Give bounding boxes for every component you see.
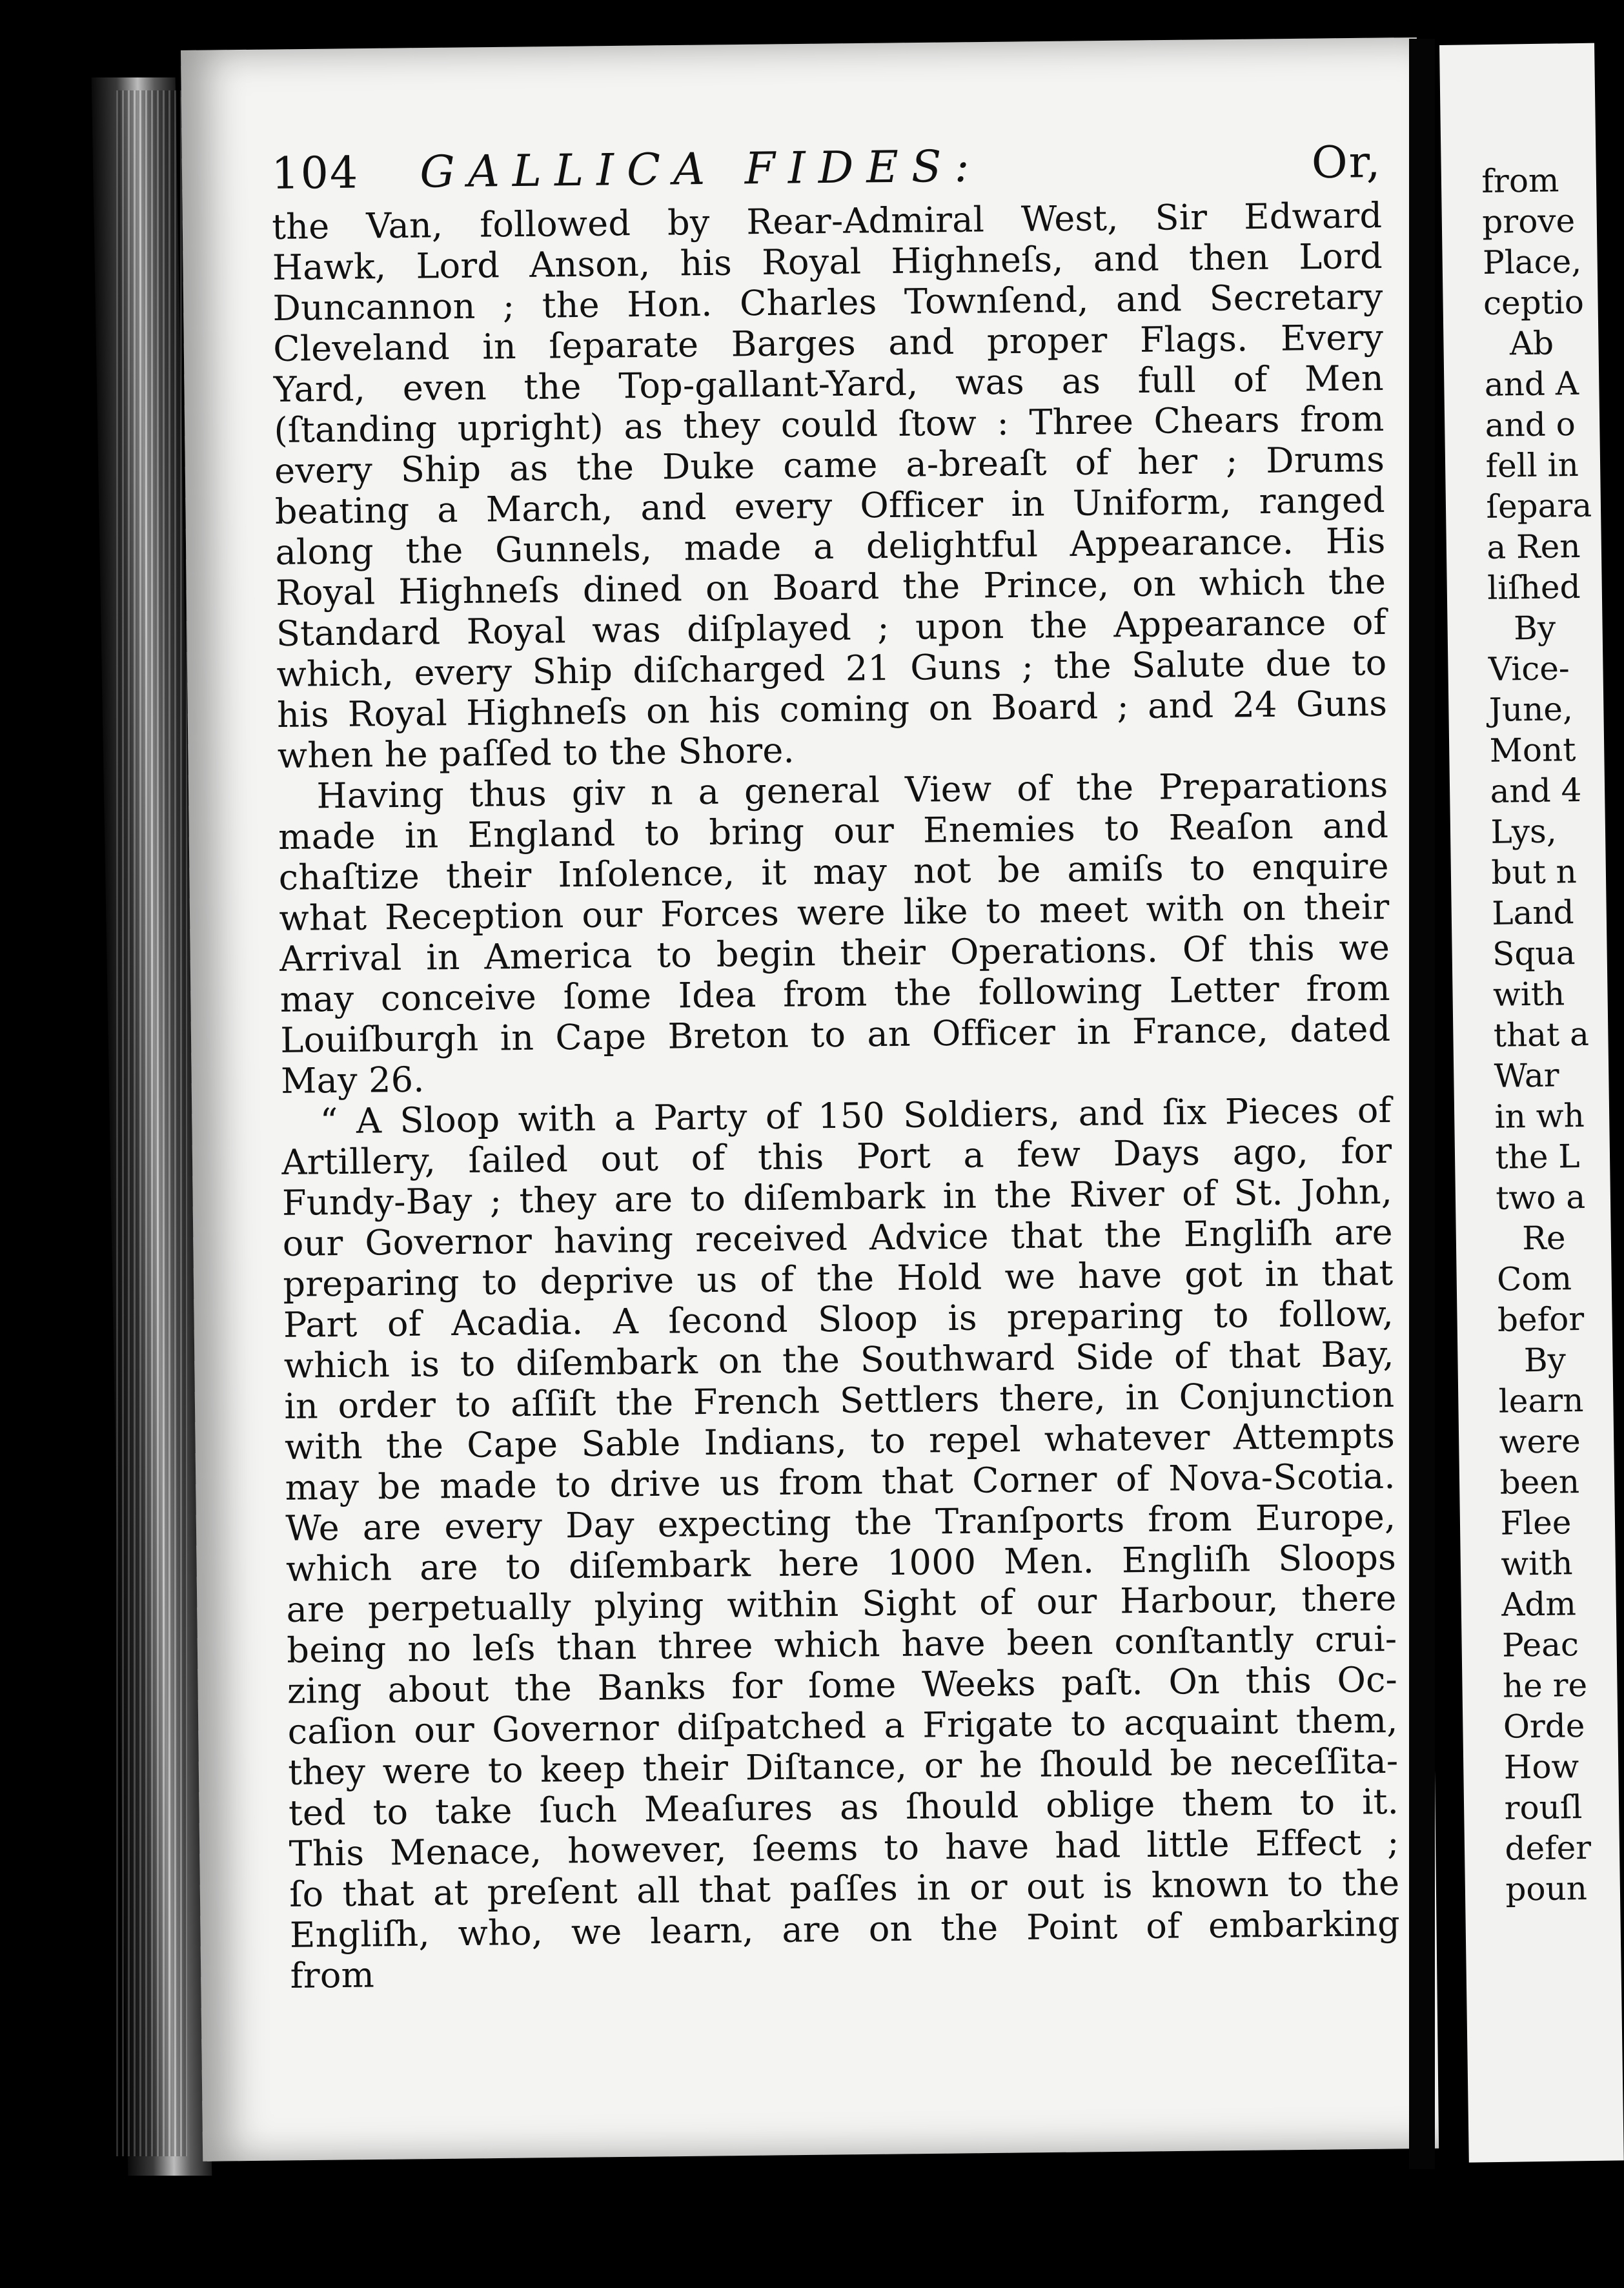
text-line: may conceive ſome Idea from the following Letter from: [279, 967, 1391, 1020]
text-line: what Reception our Forces were like to meet with on their: [279, 886, 1390, 939]
running-title: GALLICA FIDES:: [419, 141, 982, 198]
text-line: and A: [1484, 364, 1579, 403]
text-line: This Menace, however, ſeems to have had little Effect ;: [289, 1821, 1399, 1874]
text-line: chaſtize their Inſolence, it may not be amiſs to enquire: [278, 845, 1390, 898]
text-line: are perpetually plying within Sight of our Harbour, there: [286, 1577, 1397, 1630]
text-line: Part of Acadia. A ſecond Sloop is preparing to follow,: [283, 1292, 1394, 1345]
text-line: befor: [1497, 1300, 1585, 1339]
text-line: Place,: [1482, 242, 1582, 281]
text-line: when he paſſed to the Shore.: [277, 730, 795, 776]
text-line: poun: [1505, 1869, 1588, 1908]
text-line: with: [1492, 975, 1565, 1014]
text-line: War: [1494, 1056, 1559, 1095]
text-line: We are every Day expecting the Tranſports from Europe,: [285, 1496, 1396, 1549]
text-line: “ A Sloop with a Party of 150 Soldiers, and ſix Pieces of: [320, 1089, 1392, 1142]
text-line: Louiſburgh in Cape Breton to an Officer in France, dated: [280, 1008, 1391, 1061]
text-line: Land: [1491, 894, 1574, 932]
text-line: defer: [1505, 1828, 1592, 1868]
text-line: Mont: [1489, 731, 1576, 770]
text-line: his Royal Highneſs on his coming on Board ; and 24 Guns: [276, 682, 1388, 735]
text-line: made in England to bring our Enemies to Reaſon and: [278, 804, 1389, 857]
text-line: By: [1513, 609, 1556, 648]
text-line: Re: [1521, 1219, 1566, 1258]
text-line: along the Gunnels, made a delightful Appearance. His: [275, 520, 1386, 573]
text-line: in order to aſſiſt the French Settlers there, in Conjunction: [284, 1374, 1395, 1427]
text-line: Squa: [1492, 934, 1576, 973]
text-line: fell in: [1485, 445, 1579, 485]
text-line: ceptio: [1483, 283, 1585, 322]
text-line: Cleveland in ſeparate Barges and proper Flags. Every: [272, 316, 1384, 369]
text-line: Orde: [1503, 1707, 1585, 1746]
text-line: Adm: [1501, 1585, 1577, 1624]
text-line: with: [1500, 1544, 1573, 1583]
text-line: How: [1503, 1748, 1579, 1786]
text-line: our Governor having received Advice that the Engliſh are: [282, 1211, 1394, 1264]
text-line: Royal Highneſs dined on Board the Prince, on which the: [275, 560, 1386, 613]
text-line: Yard, even the Top-gallant-Yard, was as full of Men: [273, 357, 1385, 410]
text-line: Peac: [1501, 1626, 1579, 1664]
text-line: preparing to deprive us of the Hold we have got in that: [283, 1252, 1394, 1305]
text-line: with the Cape Sable Indians, to repel whatever Attempts: [284, 1415, 1396, 1467]
text-line: Ab: [1509, 324, 1554, 363]
text-line: learn: [1498, 1381, 1584, 1420]
text-line: Vice-: [1488, 649, 1570, 688]
text-line: ſepara: [1486, 486, 1592, 526]
text-line: ted to take ſuch Meaſures as ſhould oblige them to it.: [288, 1781, 1399, 1833]
text-line: were: [1499, 1422, 1581, 1461]
text-line: been: [1499, 1463, 1580, 1502]
text-line: Arrival in America to begin their Operations. Of this we: [279, 926, 1390, 979]
text-line: that a: [1493, 1015, 1590, 1054]
text-line: but n: [1490, 853, 1578, 892]
text-line: every Ship as the Duke came a-breaſt of her ; Drums: [274, 438, 1385, 491]
book-spine-gap: [1409, 39, 1435, 2169]
text-line: which is to diſembark on the Southward Side of that Bay,: [283, 1333, 1394, 1386]
text-line: ſo that at preſent all that paſſes in or out is known to the: [289, 1862, 1400, 1915]
text-line: By: [1523, 1341, 1567, 1380]
text-line: zing about the Banks for ſome Weeks paſt. On this Oc-: [287, 1659, 1398, 1711]
text-line: prove: [1481, 201, 1576, 241]
text-line: liſhed: [1487, 567, 1581, 607]
text-line: Lys,: [1490, 812, 1558, 851]
text-line: May 26.: [280, 1059, 425, 1101]
text-line: June,: [1488, 690, 1574, 729]
text-line: which are to diſembark here 1000 Men. Engliſh Sloops: [285, 1537, 1397, 1589]
text-line: which, every Ship diſcharged 21 Guns ; the Salute due to: [276, 642, 1387, 695]
text-line: beating a March, and every Officer in Uniform, ranged: [274, 479, 1386, 532]
text-line: Fundy-Bay ; they are to diſembark in the River of St. John,: [281, 1170, 1393, 1223]
text-line: in wh: [1494, 1096, 1585, 1136]
text-line: rouſl: [1504, 1788, 1583, 1827]
text-line: Having thus giv n a general View of the Preparations: [316, 764, 1388, 817]
text-line: caſion our Governor diſpatched a Frigate to acquaint them,: [287, 1699, 1398, 1752]
text-line: Com: [1496, 1260, 1572, 1298]
text-line: Engliſh, who, we learn, are on the Point of embarking: [289, 1903, 1401, 1956]
text-line: Flee: [1500, 1504, 1572, 1542]
left-page-body: [272, 195, 1401, 1996]
text-line: Standard Royal was diſplayed ; upon the Appearance of: [276, 601, 1387, 654]
text-line: Hawk, Lord Anson, his Royal Highneſs, and then Lord: [272, 235, 1383, 288]
text-line: from: [290, 1954, 375, 1996]
text-line: they were to keep their Diſtance, or he ſhould be neceſſita-: [288, 1740, 1399, 1793]
text-line: he re: [1502, 1666, 1588, 1705]
text-line: may be made to drive us from that Corner of Nova-Scotia.: [285, 1455, 1396, 1508]
text-line: Duncannon ; the Hon. Charles Townſend, and Secretary: [272, 276, 1383, 329]
text-line: being no leſs than three which have been conſtantly crui-: [287, 1618, 1397, 1671]
text-line: two a: [1496, 1178, 1586, 1217]
text-line: and o: [1485, 405, 1576, 444]
page-edges: [116, 90, 187, 2156]
left-page-text: [271, 137, 1401, 1996]
running-title-or: Or,: [1311, 136, 1382, 189]
text-line: the Van, followed by Rear-Admiral West, Sir Edward: [271, 194, 1383, 247]
text-line: the L: [1495, 1138, 1580, 1176]
running-header: [271, 137, 1382, 207]
text-line: (ſtanding upright) as they could ſtow : Three Chears from: [274, 398, 1385, 451]
page-number: 104: [271, 147, 360, 199]
text-line: Artillery, ſailed out of this Port a few Days ago, for: [281, 1130, 1392, 1183]
text-line: and 4: [1490, 771, 1582, 810]
text-line: from: [1481, 161, 1559, 200]
text-line: a Ren: [1486, 527, 1581, 566]
